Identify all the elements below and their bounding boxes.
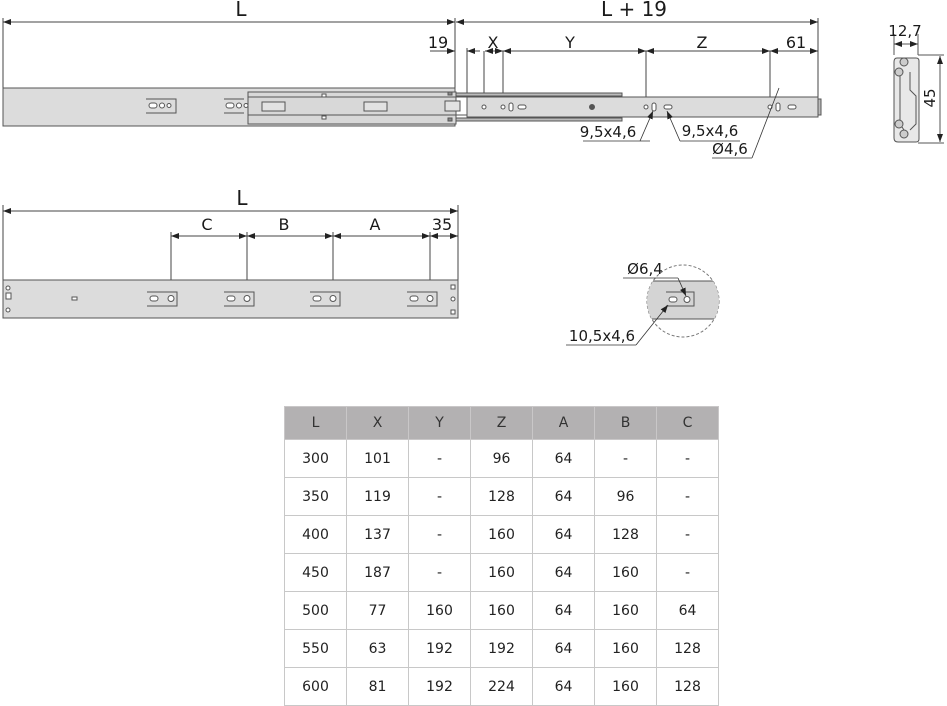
callout-slot-detail: 10,5x4,6 — [568, 327, 636, 345]
cell: - — [595, 440, 657, 478]
cell: 300 — [285, 440, 347, 478]
cell: 128 — [657, 630, 719, 668]
cell: 160 — [471, 554, 533, 592]
cell: 224 — [471, 668, 533, 706]
table-row — [285, 478, 719, 516]
cell: 192 — [409, 668, 471, 706]
cell: 128 — [471, 478, 533, 516]
header-C: C — [657, 407, 719, 440]
dim-35: 35 — [431, 215, 453, 234]
table-row — [285, 554, 719, 592]
cell: 550 — [285, 630, 347, 668]
cell: 600 — [285, 668, 347, 706]
dim-B: B — [278, 215, 290, 234]
header-A: A — [533, 407, 595, 440]
header-Z: Z — [471, 407, 533, 440]
dim-19: 19 — [427, 33, 449, 52]
table-row — [285, 630, 719, 668]
cell: - — [409, 554, 471, 592]
dim-section-width: 12,7 — [888, 22, 922, 40]
cell: 77 — [347, 592, 409, 630]
cell: 64 — [533, 516, 595, 554]
cell: 450 — [285, 554, 347, 592]
dim-Y: Y — [565, 33, 575, 52]
dim-L19: L + 19 — [600, 0, 668, 21]
dim-section-height: 45 — [921, 88, 939, 108]
dim-A: A — [369, 215, 381, 234]
cell: 128 — [657, 668, 719, 706]
cell: 96 — [471, 440, 533, 478]
cell: - — [657, 516, 719, 554]
dim-61: 61 — [785, 33, 807, 52]
cell: - — [409, 516, 471, 554]
cell: 64 — [533, 554, 595, 592]
cell: - — [409, 440, 471, 478]
cell: - — [657, 478, 719, 516]
cell: - — [657, 440, 719, 478]
header-L: L — [285, 407, 347, 440]
callout-slot-2: 9,5x4,6 — [681, 122, 739, 140]
cell: 64 — [533, 668, 595, 706]
cell: 160 — [471, 592, 533, 630]
cell: 187 — [347, 554, 409, 592]
cell: 128 — [595, 516, 657, 554]
cell: 160 — [595, 592, 657, 630]
cell: 160 — [471, 516, 533, 554]
callout-hole-top: Ø4,6 — [712, 140, 748, 158]
table-row — [285, 592, 719, 630]
dim-L-bottom: L — [236, 186, 248, 210]
table-row — [285, 516, 719, 554]
inner-rail — [456, 93, 821, 121]
intermediate-rail — [248, 92, 468, 124]
cell: 137 — [347, 516, 409, 554]
cell: 160 — [595, 630, 657, 668]
cell: 350 — [285, 478, 347, 516]
cell: 192 — [471, 630, 533, 668]
cell: - — [657, 554, 719, 592]
table-header-row — [285, 407, 719, 440]
table-row — [285, 668, 719, 706]
header-X: X — [347, 407, 409, 440]
cell: 119 — [347, 478, 409, 516]
dim-C: C — [201, 215, 213, 234]
table-row — [285, 440, 719, 478]
dim-Z: Z — [696, 33, 708, 52]
cell: 64 — [533, 592, 595, 630]
header-Y: Y — [409, 407, 471, 440]
cell: 160 — [595, 554, 657, 592]
callout-hole-detail: Ø6,4 — [627, 260, 663, 278]
cell: 63 — [347, 630, 409, 668]
callout-slot-1: 9,5x4,6 — [579, 123, 637, 141]
cell: 64 — [533, 630, 595, 668]
cell: 500 — [285, 592, 347, 630]
cell: - — [409, 478, 471, 516]
cell: 160 — [595, 668, 657, 706]
cell: 400 — [285, 516, 347, 554]
cell: 192 — [409, 630, 471, 668]
header-B: B — [595, 407, 657, 440]
cell: 96 — [595, 478, 657, 516]
cell: 64 — [533, 440, 595, 478]
cell: 101 — [347, 440, 409, 478]
cell: 81 — [347, 668, 409, 706]
dim-X: X — [487, 33, 499, 52]
dimension-table — [284, 406, 719, 706]
cell: 64 — [657, 592, 719, 630]
dim-L-top: L — [235, 0, 247, 21]
cell: 64 — [533, 478, 595, 516]
cell: 160 — [409, 592, 471, 630]
